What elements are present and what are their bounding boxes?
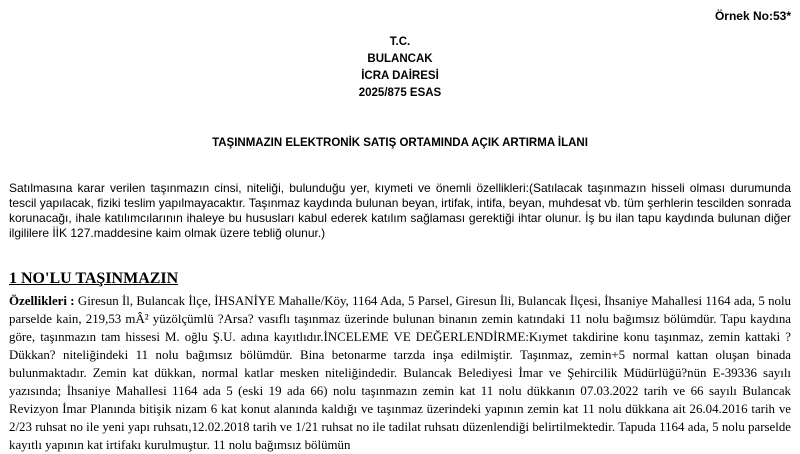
evaluation-label: İNCELEME VE DEĞERLENDİRME: [323, 330, 529, 344]
features-label: Özellikleri : [9, 294, 75, 308]
document-header [0, 34, 800, 102]
property-description [9, 292, 791, 454]
notice-title: TAŞINMAZIN ELEKTRONİK SATIŞ ORTAMINDA AÇIK ARTIRMA İLANI [212, 137, 588, 149]
property-heading: 1 NO'LU TAŞINMAZIN [9, 270, 179, 287]
intro-paragraph: Satılmasına karar verilen taşınmazın cinsi, niteliği, bulunduğu yer, kıymeti ve önemli özellikleri:(Satılacak taşınmazın hisseli olması durumunda tescil yapılacak, fiziki teslim yapılmayacaktır. Taşınmaz kaydında bulunan beyan, irtifak, intifa, beyan, muhdesat vb. tüm şerhlerin tescilden sonrada korunacağı, ihale katılımcılarının ihaleye bu hususları kabul ederek katılım sağlaması gerektiği ihtar olunur. İş bu ilan tapu kaydında bulunan diğer ilgililere İİK 127.maddesine kaim olmak üzere tebliğ olunur.) [9, 181, 791, 240]
form-number: Örnek No:53* [714, 9, 791, 23]
header-city: BULANCAK [367, 53, 433, 65]
evaluation-text: Kıymet takdirine konu taşınmaz, zemin kattaki ?Dükkan? niteliğindeki 11 nolu bağımsız bölümdür. Bina betonarme tarzda inşa edilmiştir. Taşınmaz, zemin+5 normal kattan oluşan binada bulunmaktadır. Zemin kat dükkan, normal katlar mesken niteliğindedir. Bulancak Belediyesi İmar ve Şehircilik Müdürlüğü?nün E-39336 sayılı yazısında; İhsaniye Mahallesi 1164 ada 5 (eski 19 ada 66) nolu taşınmazın zemin kat 11 nolu dükkanın 07.03.2022 tarih ve 66 sayılı Bulancak Revizyon İmar Planında bitişik nizam 6 kat konut alanında kaldığı ve taşınmaz üzerindeki yapının zemin kat 11 nolu dükkana ait 26.04.2016 tarih ve 2/23 ruhsat no ile yeni yapı ruhsatı,12.02.2018 tarih ve 1/21 ruhsat no ile tadilat ruhsatı düzenlendiği belirtilmektedir. Tapuda 1164 ada, 5 nolu parselde kayıtlı yapının kat irtifakı kurulmuştur. 11 nolu bağımsız bölümün [9, 330, 791, 452]
header-office: İCRA DAİRESİ [361, 70, 439, 82]
features-text: Giresun İl, Bulancak İlçe, İHSANİYE Mahalle/Köy, 1164 Ada, 5 Parsel, Giresun İli, Bulancak İlçesi, İhsaniye Mahallesi 1164 ada, 5 nolu parselde kain, 219,53 mÂ² yüzölçümlü ?Arsa? vasıflı taşınmaz üzerinde bulunan binanın zemin katındaki 11 nolu bağımsız bölümdür. Tapu kaydına göre, taşınmazın tam hissesi M. oğlu Ş.U. adına kayıtlıdır. [9, 294, 791, 344]
header-case-number: 2025/875 ESAS [358, 87, 442, 99]
header-country: T.C. [389, 36, 411, 48]
